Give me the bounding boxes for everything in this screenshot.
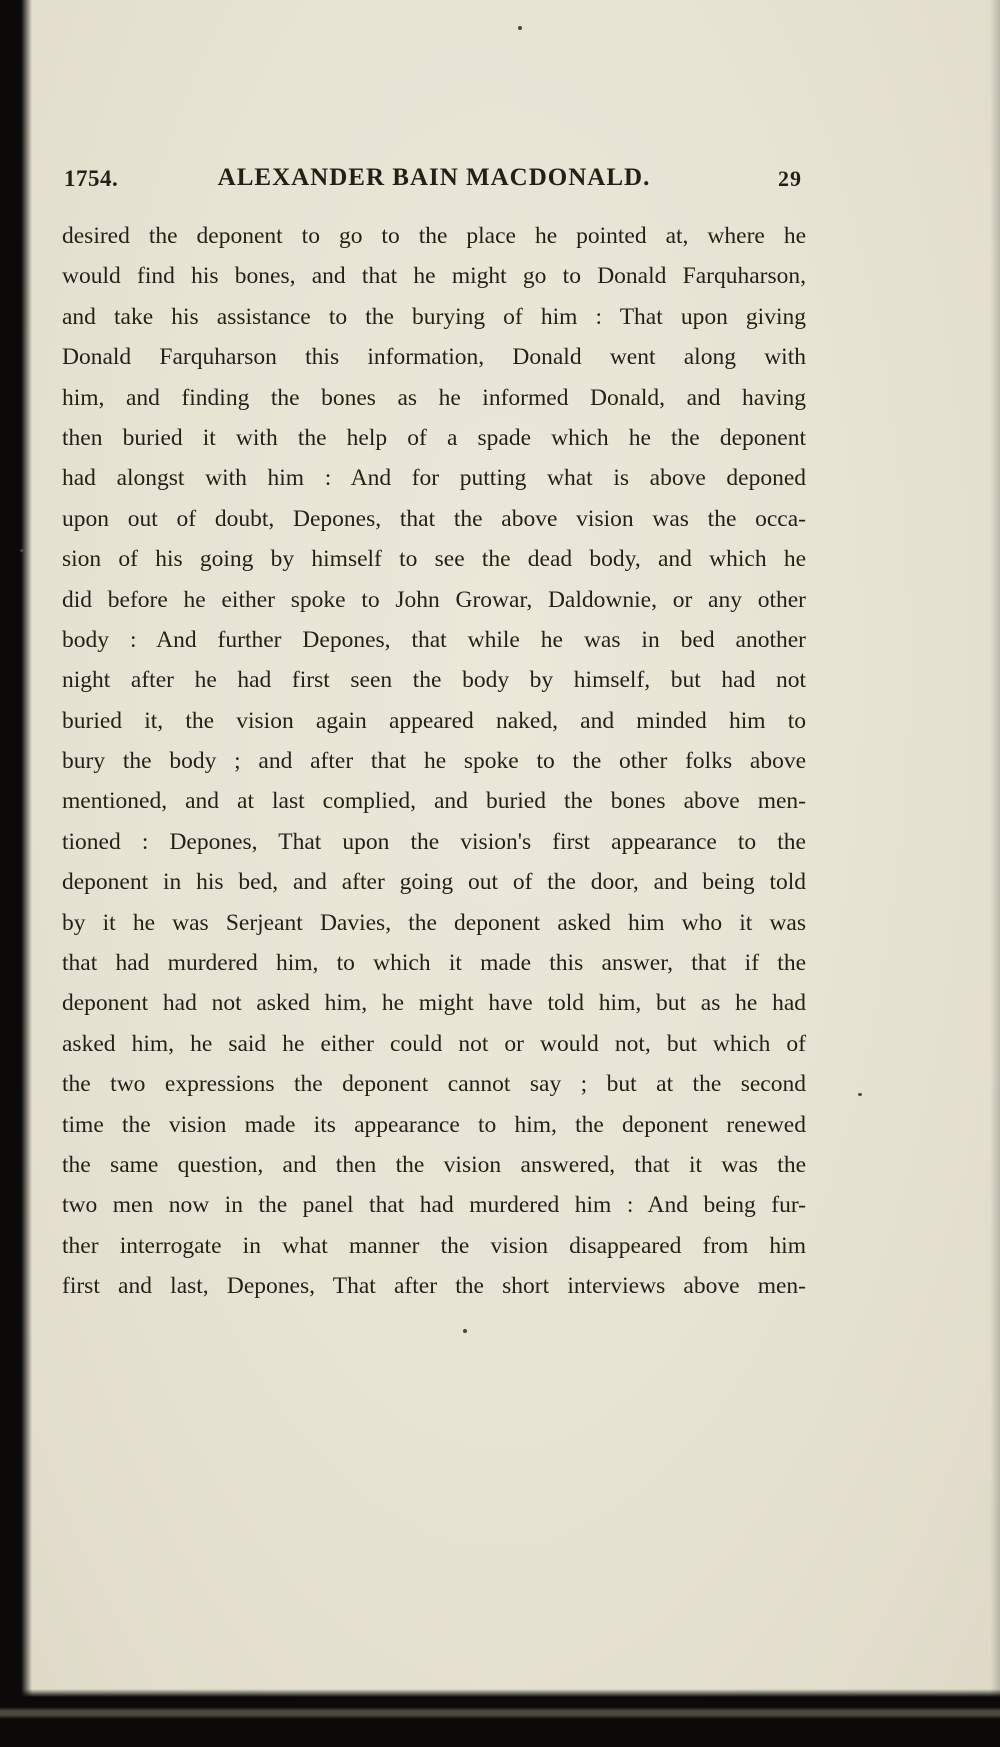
text-line: desired the deponent to go to the place he pointed at, where he — [62, 223, 806, 249]
text-line: Donald Farquharson this information, Donald went along with — [62, 344, 806, 371]
text-line: that had murdered him, to which it made this answer, that if the — [62, 950, 806, 977]
text-line: by it he was Serjeant Davies, the deponent asked him who it was — [62, 909, 806, 936]
header-year: 1754. — [64, 166, 119, 191]
text-line: mentioned, and at last complied, and buried the bones above men- — [62, 788, 806, 815]
text-line: did before he either spoke to John Growar, Daldownie, or any other — [62, 586, 806, 613]
page-number: 29 — [778, 166, 802, 191]
text-line: the same question, and then the vision answered, that it was the — [62, 1151, 806, 1178]
text-line: bury the body ; and after that he spoke to the other folks above — [62, 748, 806, 775]
scan-edge-bottom — [0, 1689, 1000, 1747]
text-line: sion of his going by himself to see the dead body, and which he — [62, 546, 806, 573]
text-line: first and last, Depones, That after the short interviews above men- — [62, 1273, 806, 1300]
text-line: body : And further Depones, that while he was in bed another — [62, 626, 806, 653]
text-line: night after he had first seen the body by himself, but had not — [62, 667, 806, 694]
text-line: the two expressions the deponent cannot say ; but at the second — [62, 1071, 806, 1098]
body-text — [62, 216, 806, 1307]
scan-edge-right — [990, 0, 1000, 1747]
text-line: two men now in the panel that had murdered him : And being fur- — [62, 1192, 806, 1219]
scan-speck — [463, 1329, 467, 1333]
text-line: deponent had not asked him, he might have told him, but as he had — [62, 990, 806, 1017]
text-line: him, and finding the bones as he informed Donald, and having — [62, 384, 806, 411]
scan-edge-left — [0, 0, 32, 1747]
text-line: would find his bones, and that he might go to Donald Farquharson, — [62, 263, 806, 290]
text-line: had alongst with him : And for putting what is above deponed — [62, 465, 806, 492]
scan-speck — [858, 1093, 862, 1096]
text-line: then buried it with the help of a spade which he the deponent — [62, 424, 806, 451]
text-line: asked him, he said he either could not or would not, but which of — [62, 1030, 806, 1057]
text-line: time the vision made its appearance to him, the deponent renewed — [62, 1111, 806, 1138]
text-line: buried it, the vision again appeared naked, and minded him to — [62, 707, 806, 734]
text-line: and take his assistance to the burying of him : That upon giving — [62, 303, 806, 330]
scan-speck — [20, 549, 24, 552]
text-line: upon out of doubt, Depones, that the above vision was the occa- — [62, 505, 806, 532]
scan-speck — [518, 26, 522, 30]
page-title: ALEXANDER BAIN MACDONALD. — [217, 164, 651, 191]
text-line: ther interrogate in what manner the vision disappeared from him — [62, 1232, 806, 1259]
text-line: deponent in his bed, and after going out of the door, and being told — [62, 869, 806, 896]
text-line: tioned : Depones, That upon the vision's first appearance to the — [62, 828, 806, 855]
